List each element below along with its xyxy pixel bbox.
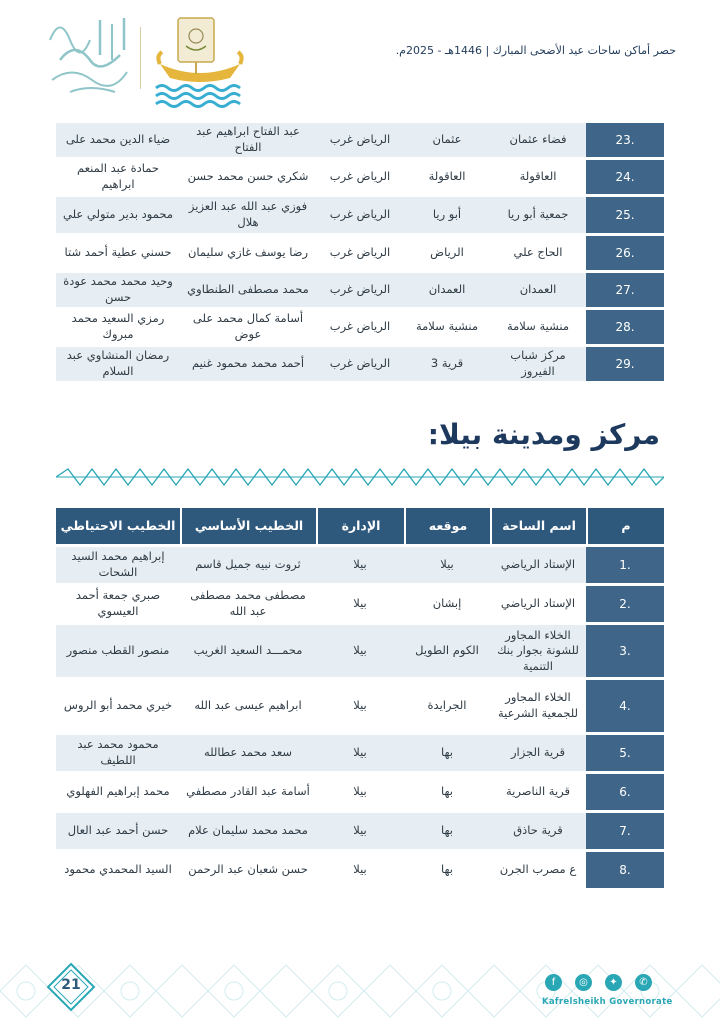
main-preacher: ابراهيم عيسى عبد الله — [180, 680, 316, 732]
venue-name: قرية حاذق — [490, 813, 586, 849]
governorate-name: Kafrelsheikh Governorate — [542, 997, 673, 1007]
column-header-venue: اسم الساحة — [490, 508, 586, 544]
row-number: 28. — [586, 310, 664, 344]
bila-center-table — [56, 505, 664, 891]
administration: بيلا — [316, 625, 404, 677]
administration: الرياض غرب — [316, 310, 404, 344]
row-number: 23. — [586, 123, 664, 157]
administration: بيلا — [316, 813, 404, 849]
venue-location: العمدان — [404, 273, 490, 307]
venue-name: ع مصرب الجرن — [490, 852, 586, 888]
governorate-boat-logo — [150, 12, 250, 112]
column-header-administration: الإدارة — [316, 508, 404, 544]
administration: الرياض غرب — [316, 236, 404, 270]
table-row — [56, 236, 664, 270]
venue-location: الجرايدة — [404, 680, 490, 732]
row-number: 26. — [586, 236, 664, 270]
table-row — [56, 197, 664, 233]
administration: الرياض غرب — [316, 160, 404, 194]
backup-preacher: رمضان المنشاوي عبد السلام — [56, 347, 180, 381]
header-divider — [140, 27, 141, 89]
row-number: 5. — [586, 735, 664, 771]
backup-preacher: محمود محمد عبد اللطيف — [56, 735, 180, 771]
column-header-main-preacher: الخطيب الأساسي — [180, 508, 316, 544]
venue-name: الإستاد الرياضي — [490, 547, 586, 583]
venue-location: الكوم الطويل — [404, 625, 490, 677]
row-number: 27. — [586, 273, 664, 307]
venue-name: منشية سلامة — [490, 310, 586, 344]
administration: الرياض غرب — [316, 273, 404, 307]
table-row — [56, 547, 664, 583]
venue-location: منشية سلامة — [404, 310, 490, 344]
venue-location: إبشان — [404, 586, 490, 622]
venue-name: مركز شباب الفيروز — [490, 347, 586, 381]
venue-location: بيلا — [404, 547, 490, 583]
backup-preacher: صبري جمعة أحمد العيسوي — [56, 586, 180, 622]
whatsapp-icon[interactable]: ✆ — [635, 974, 652, 991]
backup-preacher: رمزي السعيد محمد مبروك — [56, 310, 180, 344]
social-icons — [545, 974, 665, 992]
instagram-icon[interactable]: ◎ — [575, 974, 592, 991]
venue-location: الرياض — [404, 236, 490, 270]
main-preacher: محمـــد السعيد الغريب — [180, 625, 316, 677]
venue-location: عثمان — [404, 123, 490, 157]
backup-preacher: إبراهيم محمد السيد الشحات — [56, 547, 180, 583]
row-number: 29. — [586, 347, 664, 381]
table-row — [56, 680, 664, 732]
backup-preacher: محمد إبراهيم الفهلوي — [56, 774, 180, 810]
facebook-icon[interactable]: f — [545, 974, 562, 991]
backup-preacher: خيري محمد أبو الروس — [56, 680, 180, 732]
administration: بيلا — [316, 586, 404, 622]
table-row — [56, 625, 664, 677]
venue-location: العاقولة — [404, 160, 490, 194]
administration: بيلا — [316, 680, 404, 732]
backup-preacher: حسني عطية أحمد شتا — [56, 236, 180, 270]
main-preacher: أسامة كمال محمد على عوض — [180, 310, 316, 344]
table-row — [56, 123, 664, 157]
venue-name: العاقولة — [490, 160, 586, 194]
main-preacher: محمد محمد سليمان علام — [180, 813, 316, 849]
administration: الرياض غرب — [316, 347, 404, 381]
backup-preacher: منصور القطب منصور — [56, 625, 180, 677]
row-number: 3. — [586, 625, 664, 677]
table-row — [56, 347, 664, 381]
venue-name: قرية الناصرية — [490, 774, 586, 810]
row-number: 2. — [586, 586, 664, 622]
main-preacher: أحمد محمد محمود غنيم — [180, 347, 316, 381]
main-preacher: أسامة عبد القادر مصطفي — [180, 774, 316, 810]
document-header-title: حصر أماكن ساحات عيد الأضحى المبارك | 1446هـ - 2025م. — [395, 44, 676, 57]
venue-name: الإستاد الرياضي — [490, 586, 586, 622]
backup-preacher: حسن أحمد عبد العال — [56, 813, 180, 849]
venue-name: الحاج علي — [490, 236, 586, 270]
table-row — [56, 310, 664, 344]
eid-calligraphy-logo — [40, 10, 135, 100]
row-number: 8. — [586, 852, 664, 888]
venue-location: قرية 3 — [404, 347, 490, 381]
table-header-row — [56, 508, 664, 544]
venue-location: بها — [404, 774, 490, 810]
venue-name: الخلاء المجاور للجمعية الشرعية — [490, 680, 586, 732]
main-preacher: ثروت نبيه جميل قاسم — [180, 547, 316, 583]
page-number: 21 — [61, 977, 81, 993]
row-number: 7. — [586, 813, 664, 849]
table-row — [56, 813, 664, 849]
main-preacher: رضا يوسف غازي سليمان — [180, 236, 316, 270]
backup-preacher: وحيد محمد محمد عودة حسن — [56, 273, 180, 307]
main-preacher: سعد محمد عطالله — [180, 735, 316, 771]
backup-preacher: ضياء الدين محمد على — [56, 123, 180, 157]
venue-location: أبو ريا — [404, 197, 490, 233]
section-title: مركز ومدينة بيلا: — [427, 418, 660, 451]
venue-name: فضاء عثمان — [490, 123, 586, 157]
venue-name: جمعية أبو ريا — [490, 197, 586, 233]
venue-name: قرية الجزار — [490, 735, 586, 771]
main-preacher: حسن شعبان عبد الرحمن — [180, 852, 316, 888]
main-preacher: عبد الفتاح ابراهيم عبد الفتاح — [180, 123, 316, 157]
riyadh-west-table — [56, 120, 664, 384]
administration: بيلا — [316, 547, 404, 583]
table-row — [56, 586, 664, 622]
administration: بيلا — [316, 774, 404, 810]
administration: بيلا — [316, 735, 404, 771]
column-header-location: موقعه — [404, 508, 490, 544]
administration: بيلا — [316, 852, 404, 888]
backup-preacher: السيد المحمدي محمود — [56, 852, 180, 888]
administration: الرياض غرب — [316, 197, 404, 233]
venue-name: العمدان — [490, 273, 586, 307]
row-number: 24. — [586, 160, 664, 194]
row-number: 25. — [586, 197, 664, 233]
decorative-wave-divider — [56, 465, 664, 489]
venue-location: بها — [404, 735, 490, 771]
main-preacher: فوزي عبد الله عبد العزيز هلال — [180, 197, 316, 233]
table-row — [56, 735, 664, 771]
main-preacher: شكري حسن محمد حسن — [180, 160, 316, 194]
row-number: 1. — [586, 547, 664, 583]
row-number: 6. — [586, 774, 664, 810]
table-row — [56, 774, 664, 810]
backup-preacher: محمود بدير متولي علي — [56, 197, 180, 233]
venue-location: بها — [404, 852, 490, 888]
main-preacher: مصطفى محمد مصطفى عبد الله — [180, 586, 316, 622]
backup-preacher: حمادة عبد المنعم ابراهيم — [56, 160, 180, 194]
venue-location: بها — [404, 813, 490, 849]
table-row — [56, 160, 664, 194]
column-header-number: م — [586, 508, 664, 544]
venue-name: الخلاء المجاور للشونة بجوار بنك التنمية — [490, 625, 586, 677]
twitter-icon[interactable]: ✦ — [605, 974, 622, 991]
row-number: 4. — [586, 680, 664, 732]
administration: الرياض غرب — [316, 123, 404, 157]
table-row — [56, 852, 664, 888]
column-header-backup-preacher: الخطيب الاحتياطي — [56, 508, 180, 544]
main-preacher: محمد مصطفى الطنطاوي — [180, 273, 316, 307]
table-row — [56, 273, 664, 307]
